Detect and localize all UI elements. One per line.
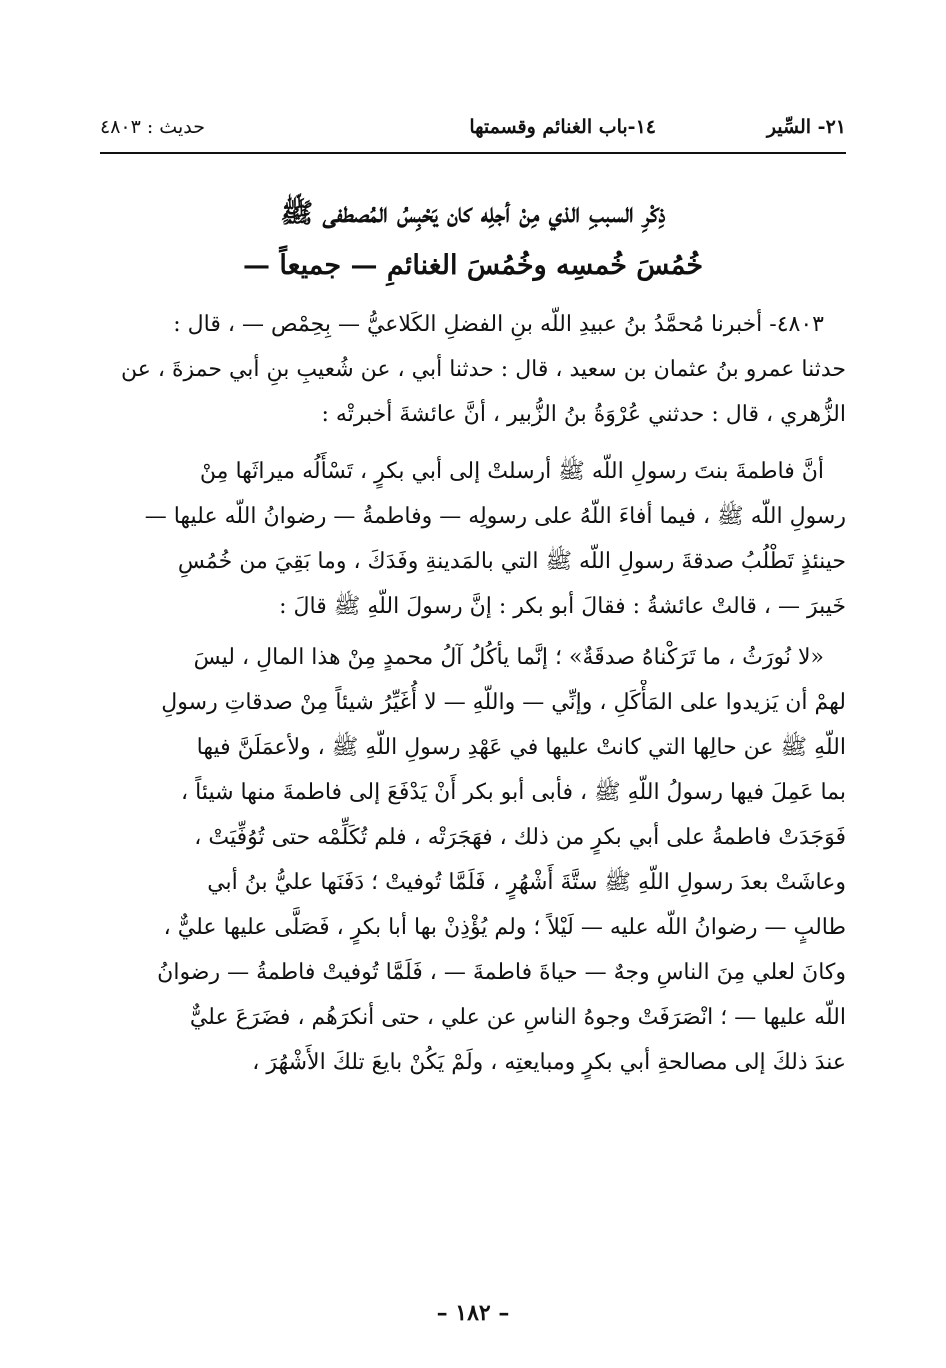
hadith-paragraph <box>100 635 846 1085</box>
heading-line-2: خُمُسَ خُمسِه وخُمُسَ الغنائمِ — جميعاً — <box>242 250 704 281</box>
hadith-reference: حديث : ٤٨٠٣ <box>100 116 205 138</box>
text-line: طالبٍ — رضوانُ اللّه عليه — لَيْلاً ؛ ولم يُؤْذِنْ بها أبا بكرٍ ، فَصَلَّى عليها عليٌّ ، <box>163 915 846 940</box>
text-line: وعاشَتْ بعدَ رسولِ اللّهِ ﷺ ستَّةَ أَشْهُرٍ ، فَلَمَّا تُوفيتْ ؛ دَفَنَها عليُّ بنُ أبي <box>207 870 846 895</box>
text-line: ٤٨٠٣- أخبرنا مُحمَّدُ بنُ عبيدِ اللّه بنِ الفضلِ الكَلاعيُّ — بِحِمْص — ، قال : <box>173 312 824 337</box>
body-text <box>100 302 846 1085</box>
text-line: حينئذٍ تَطْلُبُ صدقةَ رسولِ اللّه ﷺ التي بالمَدينةِ وفَدَكَ ، وما بَقِيَ من خُمُسِ <box>177 549 846 574</box>
text-line: عندَ ذلكَ إلى مصالحةِ أبي بكرٍ ومبايعتِه ، ولَمْ يَكُنْ بايعَ تلكَ الأَشْهُرَ ، <box>252 1050 846 1075</box>
text-line: بما عَمِلَ فيها رسولُ اللّهِ ﷺ ، فأبى أبو بكر أَنْ يَدْفَعَ إلى فاطمةَ منها شيئاً ، <box>181 780 846 805</box>
heading-line-1: ذِكْرِ السببِ الذي مِنْ أجلِه كان يَحْبِسُ المُصطفى ﷺ <box>280 198 666 229</box>
header-divider <box>100 152 846 154</box>
text-line: لهمْ أن يَزيدوا على المَأْكَلِ ، وإنِّي — واللّهِ — لا أُغَيِّرُ شيئاً مِنْ صدقاتِ رسولِ <box>161 690 846 715</box>
text-line: الزُّهري ، قال : حدثني عُرْوَةُ بنُ الزُّبير ، أنَّ عائشةَ أخبرتْه : <box>321 402 846 427</box>
text-line: فَوَجَدَتْ فاطمةُ على أبي بكرٍ من ذلك ، فهَجَرَتْه ، فلم تُكَلِّمْه حتى تُوُفِّيَتْ ، <box>194 825 846 850</box>
text-line: حدثنا عمرو بنُ عثمان بن سعيد ، قال : حدثنا أبي ، عن شُعيبِ بنِ أبي حمزةَ ، عن <box>121 357 846 382</box>
text-line: اللّهِ ﷺ عن حالِها التي كانتْ عليها في عَهْدِ رسولِ اللّهِ ﷺ ، ولأعمَلَنَّ فيها <box>196 735 846 760</box>
matn-paragraph <box>100 449 846 629</box>
running-header <box>100 116 846 146</box>
text-line: أنَّ فاطمةَ بنتَ رسولِ اللّه ﷺ أرسلتْ إلى أبي بكرٍ ، تَسْأَلُه ميراثَها مِنْ <box>199 459 824 484</box>
page-number: – ١٨٢ – <box>436 1300 510 1326</box>
text-line: رسولِ اللّه ﷺ ، فيما أفاءَ اللّهُ على رسولِه — وفاطمةُ — رضوانُ اللّه عليها — <box>144 504 846 529</box>
book-title: ٢١- السِّير <box>766 116 846 138</box>
chapter-title: ١٤-باب الغنائم وقسمتها <box>469 116 656 138</box>
isnad-paragraph <box>100 302 846 437</box>
text-line: «لا نُورَثُ ، ما تَرَكْناهُ صدقَةٌ» ؛ إنَّما يأكُلُ آلُ محمدٍ مِنْ هذا المالِ ، ليسَ <box>193 645 824 670</box>
section-heading <box>100 188 846 292</box>
text-line: خَيبرَ — ، قالتْ عائشةُ : فقالَ أبو بكر : إنَّ رسولَ اللّهِ ﷺ قالَ : <box>279 594 846 619</box>
text-line: اللّه عليها — ؛ انْصَرَفَتْ وجوهُ الناسِ عن علي ، حتى أنكرَهُم ، فضَرَعَ عليٌّ <box>189 1005 846 1030</box>
text-line: وكانَ لعلي مِنَ الناسِ وجهٌ — حياةَ فاطمةَ — ، فَلَمَّا تُوفيتْ فاطمةُ — رضوانُ <box>157 960 846 985</box>
